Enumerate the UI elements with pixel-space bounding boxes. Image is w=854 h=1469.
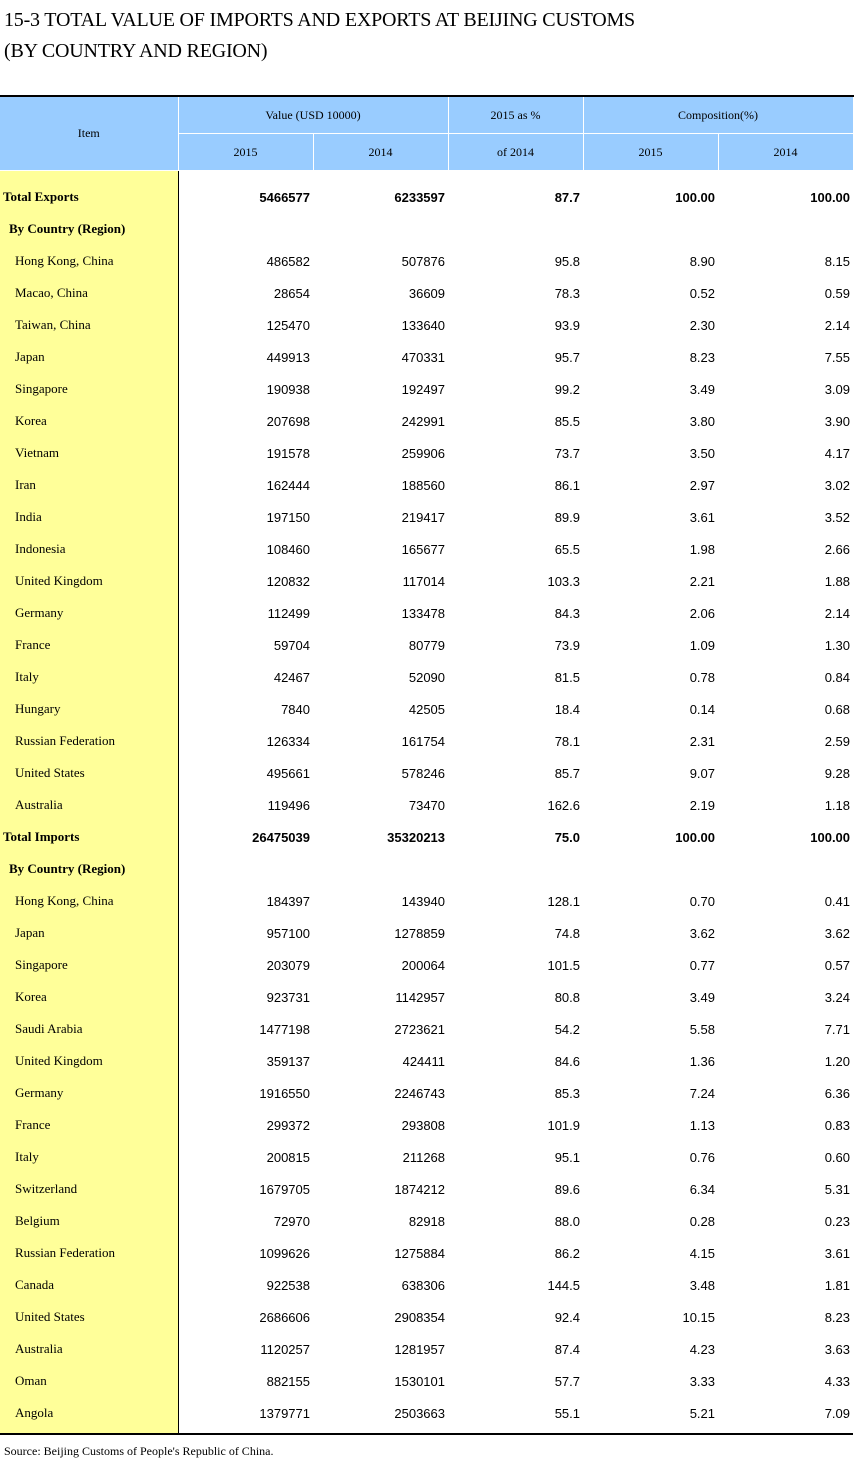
cell-value-2014: 242991 bbox=[401, 413, 446, 429]
cell-pct-of-2014: 78.3 bbox=[554, 285, 581, 301]
cell-pct-of-2014: 128.1 bbox=[547, 893, 581, 909]
table-row bbox=[0, 469, 853, 501]
cell-value-2014: 293808 bbox=[401, 1117, 446, 1133]
cell-value-2014: 192497 bbox=[401, 381, 446, 397]
row-item-label: Canada bbox=[0, 1269, 178, 1301]
cell-composition-2014: 1.20 bbox=[824, 1053, 851, 1069]
total-row bbox=[0, 171, 853, 214]
cell-value-2015: 28654 bbox=[273, 285, 310, 301]
cell-pct-of-2014: 95.1 bbox=[554, 1149, 581, 1165]
cell-composition-2015: 0.28 bbox=[689, 1213, 716, 1229]
cell-value-2015: 449913 bbox=[266, 349, 310, 365]
cell-composition-2014: 0.57 bbox=[824, 957, 851, 973]
cell-value-2015: 190938 bbox=[266, 381, 310, 397]
row-item-label: United Kingdom bbox=[0, 1045, 178, 1077]
table-row bbox=[0, 693, 853, 725]
cell-value-2015: 1099626 bbox=[259, 1245, 310, 1261]
cell-composition-2015: 3.49 bbox=[689, 381, 716, 397]
cell-value-2015: 207698 bbox=[266, 413, 310, 429]
header-composition-2015: 2015 bbox=[583, 134, 718, 171]
cell-value-2014: 6233597 bbox=[394, 189, 446, 205]
cell-value-2015 bbox=[178, 213, 313, 245]
row-item-label: Japan bbox=[0, 341, 178, 373]
cell-value-2014 bbox=[313, 213, 448, 245]
cell-value-2015: 359137 bbox=[266, 1053, 310, 1069]
cell-pct-of-2014: 89.9 bbox=[554, 509, 581, 525]
row-item-label: Saudi Arabia bbox=[0, 1013, 178, 1045]
table-row bbox=[0, 597, 853, 629]
header-value-2015: 2015 bbox=[178, 134, 313, 171]
cell-composition-2014: 7.55 bbox=[824, 349, 851, 365]
cell-composition-2014: 7.71 bbox=[824, 1021, 851, 1037]
row-item-label: India bbox=[0, 501, 178, 533]
cell-value-2015: 126334 bbox=[266, 733, 310, 749]
table-row bbox=[0, 341, 853, 373]
table-row bbox=[0, 1397, 853, 1434]
cell-pct-of-2014: 57.7 bbox=[554, 1373, 581, 1389]
cell-composition-2015: 6.34 bbox=[689, 1181, 716, 1197]
cell-value-2014: 188560 bbox=[401, 477, 446, 493]
cell-value-2015: 197150 bbox=[266, 509, 310, 525]
cell-value-2014: 143940 bbox=[401, 893, 446, 909]
cell-value-2015: 125470 bbox=[266, 317, 310, 333]
cell-composition-2014: 8.23 bbox=[824, 1309, 851, 1325]
cell-value-2015: 1679705 bbox=[259, 1181, 310, 1197]
table-row bbox=[0, 1077, 853, 1109]
cell-composition-2014: 3.90 bbox=[824, 413, 851, 429]
table-row bbox=[0, 1237, 853, 1269]
cell-pct-of-2014: 103.3 bbox=[547, 573, 581, 589]
row-item-label: Singapore bbox=[0, 949, 178, 981]
cell-composition-2014: 0.83 bbox=[824, 1117, 851, 1133]
cell-value-2015: 1379771 bbox=[178, 1397, 313, 1434]
header-composition-2014: 2014 bbox=[718, 134, 853, 171]
cell-composition-2014 bbox=[718, 213, 853, 245]
row-item-label: Russian Federation bbox=[0, 1237, 178, 1269]
cell-value-2014: 470331 bbox=[401, 349, 446, 365]
cell-value-2014: 211268 bbox=[402, 1149, 446, 1165]
cell-value-2015: 7840 bbox=[281, 701, 310, 717]
cell-pct-of-2014: 54.2 bbox=[554, 1021, 581, 1037]
table-row bbox=[0, 1109, 853, 1141]
cell-composition-2014: 8.15 bbox=[824, 253, 851, 269]
table-row bbox=[0, 533, 853, 565]
cell-composition-2014: 3.61 bbox=[824, 1245, 851, 1261]
row-item-label: Italy bbox=[0, 1141, 178, 1173]
table-row bbox=[0, 725, 853, 757]
table-row bbox=[0, 1365, 853, 1397]
cell-composition-2015: 2.97 bbox=[689, 477, 716, 493]
cell-value-2014: 161754 bbox=[401, 733, 446, 749]
cell-composition-2015: 8.90 bbox=[689, 253, 716, 269]
cell-composition-2015: 2.31 bbox=[689, 733, 716, 749]
table-row bbox=[0, 565, 853, 597]
row-item-label: Germany bbox=[0, 1077, 178, 1109]
cell-value-2014: 1278859 bbox=[394, 925, 446, 941]
cell-value-2014: 2503663 bbox=[313, 1397, 448, 1434]
cell-pct-of-2014: 99.2 bbox=[554, 381, 581, 397]
row-item-label: Taiwan, China bbox=[0, 309, 178, 341]
cell-value-2015: 1916550 bbox=[259, 1085, 310, 1101]
cell-value-2014: 133478 bbox=[401, 605, 446, 621]
row-item-label: Switzerland bbox=[0, 1173, 178, 1205]
table-row bbox=[0, 789, 853, 821]
cell-value-2014: 219417 bbox=[401, 509, 446, 525]
cell-composition-2014: 3.09 bbox=[824, 381, 851, 397]
row-item-label: Russian Federation bbox=[0, 725, 178, 757]
table-row bbox=[0, 309, 853, 341]
cell-value-2014: 578246 bbox=[401, 765, 446, 781]
cell-composition-2014: 7.09 bbox=[718, 1397, 853, 1434]
table-row bbox=[0, 981, 853, 1013]
row-item-label: United States bbox=[0, 757, 178, 789]
cell-composition-2014: 6.36 bbox=[824, 1085, 851, 1101]
cell-value-2015: 495661 bbox=[266, 765, 310, 781]
row-item-label: Vietnam bbox=[0, 437, 178, 469]
cell-value-2014: 2908354 bbox=[394, 1309, 446, 1325]
cell-value-2014 bbox=[313, 853, 448, 885]
table-row bbox=[0, 1301, 853, 1333]
cell-composition-2014: 4.33 bbox=[824, 1373, 851, 1389]
cell-value-2014: 82918 bbox=[408, 1213, 446, 1229]
cell-composition-2014: 2.66 bbox=[824, 541, 851, 557]
row-item-label: Hungary bbox=[0, 693, 178, 725]
cell-composition-2015: 3.48 bbox=[689, 1277, 716, 1293]
cell-pct-of-2014: 86.2 bbox=[554, 1245, 581, 1261]
cell-composition-2014: 100.00 bbox=[810, 829, 851, 845]
cell-composition-2015: 5.58 bbox=[689, 1021, 716, 1037]
cell-value-2014: 133640 bbox=[401, 317, 446, 333]
cell-composition-2015: 5.21 bbox=[583, 1397, 718, 1434]
cell-pct-of-2014: 86.1 bbox=[554, 477, 581, 493]
row-item-label: Australia bbox=[0, 789, 178, 821]
cell-composition-2015: 100.00 bbox=[675, 189, 716, 205]
row-item-label: Iran bbox=[0, 469, 178, 501]
cell-pct-of-2014: 101.5 bbox=[547, 957, 581, 973]
cell-value-2015: 42467 bbox=[273, 669, 310, 685]
cell-composition-2014: 100.00 bbox=[810, 189, 851, 205]
row-item-label: Singapore bbox=[0, 373, 178, 405]
table-row bbox=[0, 373, 853, 405]
cell-value-2015: 923731 bbox=[266, 989, 310, 1005]
table-row bbox=[0, 277, 853, 309]
cell-composition-2015: 2.06 bbox=[689, 605, 716, 621]
row-item-label: Belgium bbox=[0, 1205, 178, 1237]
cell-pct-of-2014 bbox=[448, 853, 583, 885]
cell-composition-2015: 3.50 bbox=[689, 445, 716, 461]
row-item-label: Australia bbox=[0, 1333, 178, 1365]
cell-pct-of-2014: 85.3 bbox=[554, 1085, 581, 1101]
cell-composition-2014: 5.31 bbox=[824, 1181, 851, 1197]
table-header bbox=[0, 96, 853, 171]
cell-pct-of-2014: 87.4 bbox=[554, 1341, 581, 1357]
section-subheading-row bbox=[0, 853, 853, 885]
cell-value-2014: 259906 bbox=[401, 445, 446, 461]
cell-composition-2015: 0.70 bbox=[689, 893, 716, 909]
cell-composition-2015: 4.15 bbox=[689, 1245, 716, 1261]
table-row bbox=[0, 437, 853, 469]
cell-composition-2015: 3.33 bbox=[689, 1373, 716, 1389]
cell-value-2014: 165677 bbox=[401, 541, 446, 557]
cell-composition-2014: 1.30 bbox=[824, 637, 851, 653]
header-item: Item bbox=[0, 96, 178, 171]
row-item-label: Italy bbox=[0, 661, 178, 693]
cell-composition-2014: 0.41 bbox=[824, 893, 851, 909]
cell-value-2015: 59704 bbox=[273, 637, 310, 653]
cell-pct-of-2014: 93.9 bbox=[554, 317, 581, 333]
cell-value-2014: 424411 bbox=[402, 1053, 446, 1069]
cell-composition-2015: 7.24 bbox=[689, 1085, 716, 1101]
cell-value-2015: 191578 bbox=[266, 445, 310, 461]
cell-composition-2015: 2.30 bbox=[689, 317, 716, 333]
table-row bbox=[0, 917, 853, 949]
cell-value-2015: 5466577 bbox=[259, 189, 310, 205]
cell-value-2015: 200815 bbox=[266, 1149, 310, 1165]
cell-value-2015: 108460 bbox=[266, 541, 310, 557]
cell-composition-2014: 1.88 bbox=[824, 573, 851, 589]
cell-pct-of-2014: 87.7 bbox=[554, 189, 581, 205]
cell-composition-2015: 0.76 bbox=[689, 1149, 716, 1165]
cell-composition-2015: 0.52 bbox=[689, 285, 716, 301]
table-row bbox=[0, 1141, 853, 1173]
cell-composition-2015: 9.07 bbox=[689, 765, 716, 781]
cell-value-2014: 52090 bbox=[408, 669, 446, 685]
row-item-label: Macao, China bbox=[0, 277, 178, 309]
row-item-label: Korea bbox=[0, 981, 178, 1013]
cell-composition-2015: 1.36 bbox=[689, 1053, 716, 1069]
cell-composition-2014: 2.14 bbox=[824, 317, 851, 333]
cell-pct-of-2014: 65.5 bbox=[554, 541, 581, 557]
cell-value-2015: 882155 bbox=[266, 1373, 310, 1389]
cell-composition-2015: 3.80 bbox=[689, 413, 716, 429]
header-value-group: Value (USD 10000) bbox=[178, 96, 448, 134]
table-row bbox=[0, 1045, 853, 1077]
cell-composition-2014: 0.68 bbox=[824, 701, 851, 717]
cell-value-2015: 957100 bbox=[266, 925, 310, 941]
cell-value-2014: 117014 bbox=[402, 573, 446, 589]
cell-pct-of-2014: 101.9 bbox=[547, 1117, 581, 1133]
row-item-label: France bbox=[0, 629, 178, 661]
cell-value-2015: 119496 bbox=[267, 797, 310, 813]
cell-value-2015: 162444 bbox=[266, 477, 310, 493]
cell-value-2014: 2246743 bbox=[394, 1085, 446, 1101]
cell-value-2014: 200064 bbox=[401, 957, 446, 973]
cell-value-2014: 1275884 bbox=[394, 1245, 446, 1261]
cell-composition-2015 bbox=[583, 213, 718, 245]
cell-composition-2015: 3.61 bbox=[689, 509, 716, 525]
cell-composition-2015 bbox=[583, 853, 718, 885]
row-item-label: France bbox=[0, 1109, 178, 1141]
row-item-label: Hong Kong, China bbox=[0, 245, 178, 277]
table-row bbox=[0, 885, 853, 917]
cell-composition-2014: 3.63 bbox=[824, 1341, 851, 1357]
table-row bbox=[0, 1205, 853, 1237]
cell-pct-of-2014: 144.5 bbox=[547, 1277, 581, 1293]
cell-pct-of-2014: 18.4 bbox=[554, 701, 581, 717]
cell-value-2015: 112499 bbox=[267, 605, 310, 621]
table-row bbox=[0, 245, 853, 277]
cell-value-2015: 2686606 bbox=[259, 1309, 310, 1325]
cell-composition-2015: 0.77 bbox=[689, 957, 716, 973]
cell-value-2014: 73470 bbox=[408, 797, 446, 813]
cell-composition-2014: 9.28 bbox=[824, 765, 851, 781]
cell-pct-of-2014: 95.7 bbox=[554, 349, 581, 365]
cell-value-2015: 26475039 bbox=[252, 829, 310, 845]
cell-value-2015 bbox=[178, 853, 313, 885]
cell-pct-of-2014: 73.7 bbox=[554, 445, 581, 461]
cell-composition-2014: 0.60 bbox=[824, 1149, 851, 1165]
cell-composition-2014: 1.81 bbox=[824, 1277, 851, 1293]
cell-composition-2014 bbox=[718, 853, 853, 885]
table-row bbox=[0, 1269, 853, 1301]
cell-composition-2015: 0.14 bbox=[689, 701, 716, 717]
cell-value-2014: 1874212 bbox=[394, 1181, 446, 1197]
cell-composition-2014: 2.59 bbox=[824, 733, 851, 749]
cell-pct-of-2014: 162.6 bbox=[547, 797, 581, 813]
cell-composition-2014: 3.24 bbox=[824, 989, 851, 1005]
cell-value-2015: 299372 bbox=[266, 1117, 310, 1133]
header-pct-top: 2015 as % bbox=[448, 96, 583, 134]
row-item-label: Angola bbox=[0, 1397, 178, 1434]
table-row bbox=[0, 629, 853, 661]
row-item-label: United States bbox=[0, 1301, 178, 1333]
cell-composition-2015: 1.13 bbox=[689, 1117, 716, 1133]
row-item-label: Oman bbox=[0, 1365, 178, 1397]
cell-value-2015: 1477198 bbox=[259, 1021, 310, 1037]
cell-pct-of-2014: 74.8 bbox=[554, 925, 581, 941]
page-title bbox=[4, 5, 635, 67]
header-value-2014: 2014 bbox=[313, 134, 448, 171]
section-subheading-row bbox=[0, 213, 853, 245]
table-row bbox=[0, 501, 853, 533]
cell-value-2015: 184397 bbox=[266, 893, 310, 909]
cell-value-2015: 120832 bbox=[266, 573, 310, 589]
row-item-label: Japan bbox=[0, 917, 178, 949]
trade-table bbox=[0, 95, 854, 1435]
cell-value-2015: 1120257 bbox=[260, 1341, 310, 1357]
cell-value-2014: 2723621 bbox=[394, 1021, 446, 1037]
cell-pct-of-2014: 85.7 bbox=[554, 765, 581, 781]
cell-composition-2014: 0.23 bbox=[824, 1213, 851, 1229]
cell-pct-of-2014: 80.8 bbox=[554, 989, 581, 1005]
cell-value-2014: 638306 bbox=[401, 1277, 446, 1293]
source-note: Source: Beijing Customs of People's Republic of China. bbox=[4, 1444, 274, 1458]
table-body bbox=[0, 171, 853, 1435]
cell-pct-of-2014: 81.5 bbox=[554, 669, 581, 685]
cell-pct-of-2014: 92.4 bbox=[554, 1309, 581, 1325]
cell-value-2014: 1281957 bbox=[394, 1341, 446, 1357]
cell-pct-of-2014: 88.0 bbox=[554, 1213, 581, 1229]
cell-composition-2014: 0.59 bbox=[824, 285, 851, 301]
cell-composition-2014: 1.18 bbox=[824, 797, 851, 813]
table-row bbox=[0, 949, 853, 981]
row-item-label: United Kingdom bbox=[0, 565, 178, 597]
row-item-label: Total Exports bbox=[0, 171, 178, 214]
row-item-label: By Country (Region) bbox=[0, 213, 178, 245]
row-item-label: Hong Kong, China bbox=[0, 885, 178, 917]
cell-composition-2015: 10.15 bbox=[682, 1309, 716, 1325]
cell-pct-of-2014 bbox=[448, 213, 583, 245]
cell-composition-2014: 0.84 bbox=[824, 669, 851, 685]
header-pct-bottom: of 2014 bbox=[448, 134, 583, 171]
row-item-label: By Country (Region) bbox=[0, 853, 178, 885]
table-row bbox=[0, 1173, 853, 1205]
table-row bbox=[0, 757, 853, 789]
table-row bbox=[0, 1013, 853, 1045]
cell-composition-2015: 1.98 bbox=[689, 541, 716, 557]
cell-composition-2014: 2.14 bbox=[824, 605, 851, 621]
cell-pct-of-2014: 89.6 bbox=[554, 1181, 581, 1197]
cell-composition-2014: 3.52 bbox=[824, 509, 851, 525]
cell-value-2015: 486582 bbox=[266, 253, 310, 269]
cell-pct-of-2014: 73.9 bbox=[554, 637, 581, 653]
cell-value-2014: 42505 bbox=[408, 701, 446, 717]
table-row bbox=[0, 661, 853, 693]
cell-pct-of-2014: 55.1 bbox=[448, 1397, 583, 1434]
cell-value-2015: 203079 bbox=[266, 957, 310, 973]
cell-composition-2015: 3.62 bbox=[689, 925, 716, 941]
cell-value-2014: 36609 bbox=[408, 285, 446, 301]
cell-value-2014: 1530101 bbox=[394, 1373, 446, 1389]
total-row bbox=[0, 821, 853, 853]
cell-composition-2015: 4.23 bbox=[689, 1341, 716, 1357]
cell-composition-2015: 0.78 bbox=[689, 669, 716, 685]
cell-composition-2015: 100.00 bbox=[675, 829, 716, 845]
cell-composition-2015: 2.21 bbox=[689, 573, 716, 589]
table-row bbox=[0, 405, 853, 437]
row-item-label: Total Imports bbox=[0, 821, 178, 853]
cell-value-2014: 507876 bbox=[401, 253, 446, 269]
cell-composition-2014: 4.17 bbox=[824, 445, 851, 461]
cell-composition-2014: 3.02 bbox=[824, 477, 851, 493]
cell-composition-2014: 3.62 bbox=[824, 925, 851, 941]
cell-pct-of-2014: 84.6 bbox=[554, 1053, 581, 1069]
table-row bbox=[0, 1333, 853, 1365]
cell-pct-of-2014: 85.5 bbox=[554, 413, 581, 429]
cell-composition-2015: 1.09 bbox=[689, 637, 716, 653]
row-item-label: Indonesia bbox=[0, 533, 178, 565]
cell-pct-of-2014: 84.3 bbox=[554, 605, 581, 621]
header-composition-group: Composition(%) bbox=[583, 96, 853, 134]
row-item-label: Korea bbox=[0, 405, 178, 437]
cell-composition-2015: 8.23 bbox=[689, 349, 716, 365]
cell-composition-2015: 3.49 bbox=[689, 989, 716, 1005]
cell-pct-of-2014: 95.8 bbox=[554, 253, 581, 269]
cell-value-2014: 35320213 bbox=[387, 829, 446, 845]
cell-pct-of-2014: 75.0 bbox=[554, 829, 581, 845]
row-item-label: Germany bbox=[0, 597, 178, 629]
cell-value-2015: 72970 bbox=[273, 1213, 310, 1229]
cell-value-2014: 80779 bbox=[408, 637, 446, 653]
title-line-2: (BY COUNTRY AND REGION) bbox=[4, 40, 268, 62]
title-line-1: 15-3 TOTAL VALUE OF IMPORTS AND EXPORTS AT BEIJING CUSTOMS bbox=[4, 9, 635, 31]
cell-pct-of-2014: 78.1 bbox=[554, 733, 581, 749]
cell-value-2015: 922538 bbox=[266, 1277, 310, 1293]
cell-composition-2015: 2.19 bbox=[689, 797, 716, 813]
cell-value-2014: 1142957 bbox=[395, 989, 446, 1005]
